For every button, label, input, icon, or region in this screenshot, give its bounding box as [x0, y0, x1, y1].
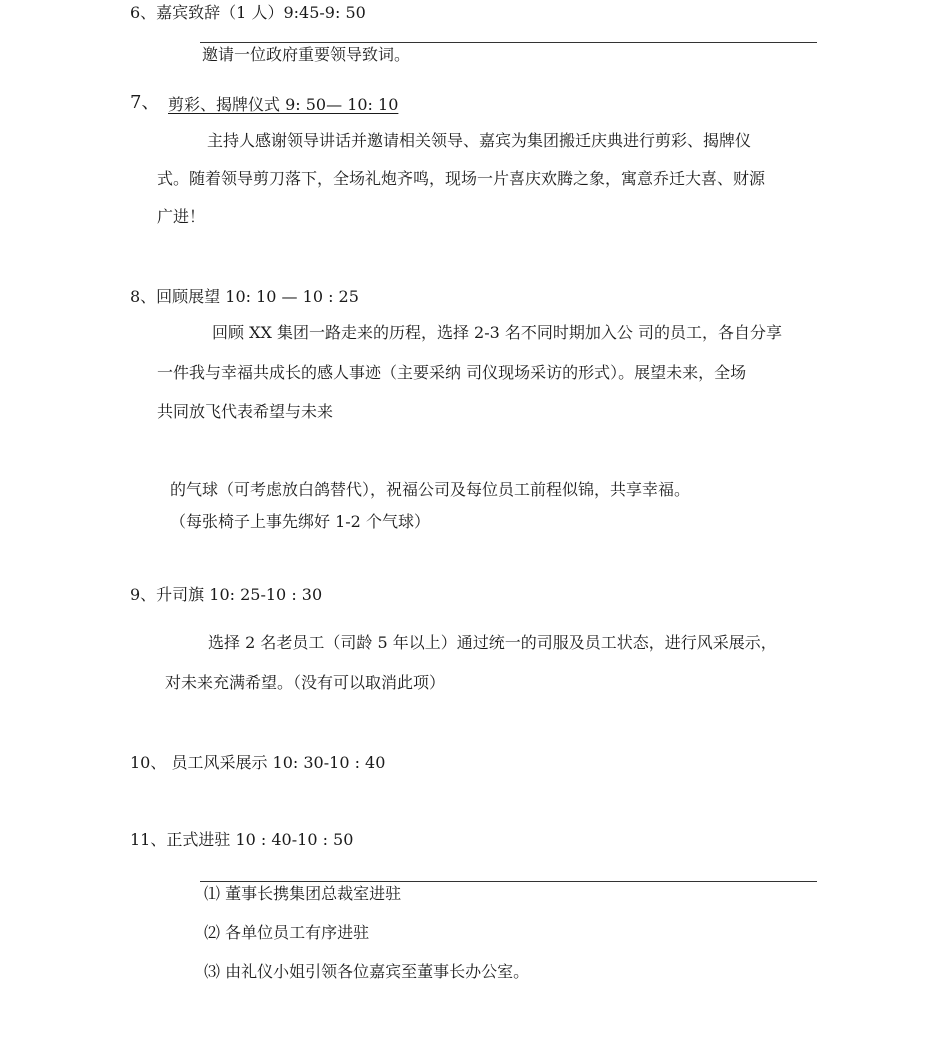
section-8-heading: 8、回顾展望 10: 10 — 10 : 25	[130, 287, 359, 306]
section-9-body-line-2: 对未来充满希望。（没有可以取消此项）	[165, 673, 446, 692]
section-11-divider	[200, 881, 817, 882]
section-8-body-line-2: 一件我与幸福共成长的感人事迹（主要采纳 司仪现场采访的形式）。展望未来，全场	[157, 363, 747, 382]
section-11-item-3: ⑶ 由礼仪小姐引领各位嘉宾至董事长办公室。	[204, 962, 530, 981]
section-8-body-note: （每张椅子上事先绑好 1-2 个气球）	[170, 512, 430, 531]
section-6-heading: 6、嘉宾致辞（1 人）9:45-9: 50	[130, 3, 366, 22]
section-7-body-line-3: 广进！	[157, 207, 206, 226]
section-8-body-line-3: 共同放飞代表希望与未来	[157, 402, 334, 421]
section-6-divider	[200, 42, 817, 43]
section-11-heading: 11、正式进驻 10 : 40-10 : 50	[130, 830, 354, 849]
section-7-body-line-1: 主持人感谢领导讲话并邀请相关领导、嘉宾为集团搬迁庆典进行剪彩、揭牌仪	[207, 131, 752, 150]
section-7-body-line-2: 式。随着领导剪刀落下，全场礼炮齐鸣，现场一片喜庆欢腾之象，寓意乔迁大喜、财源	[157, 169, 766, 188]
section-7-heading-number: 7、	[130, 92, 160, 113]
section-9-heading: 9、升司旗 10: 25-10 : 30	[130, 585, 323, 604]
section-7-heading: 剪彩、揭牌仪式 9: 50— 10: 10	[168, 95, 399, 114]
section-10-heading: 10、 员工风采展示 10: 30-10 : 40	[130, 753, 386, 772]
section-11-item-2: ⑵ 各单位员工有序进驻	[204, 923, 370, 942]
section-8-body-line-1: 回顾 XX 集团一路走来的历程，选择 2-3 名不同时期加入公 司的员工，各自分享	[212, 323, 782, 342]
section-6-body-line-1: 邀请一位政府重要领导致词。	[202, 45, 411, 64]
section-9-body-line-1: 选择 2 名老员工（司龄 5 年以上）通过统一的司服及员工状态，进行风采展示，	[208, 633, 777, 652]
section-8-body-line-4: 的气球（可考虑放白鸽替代），祝福公司及每位员工前程似锦，共享幸福。	[170, 480, 691, 499]
section-11-item-1: ⑴ 董事长携集团总裁室进驻	[204, 884, 402, 903]
